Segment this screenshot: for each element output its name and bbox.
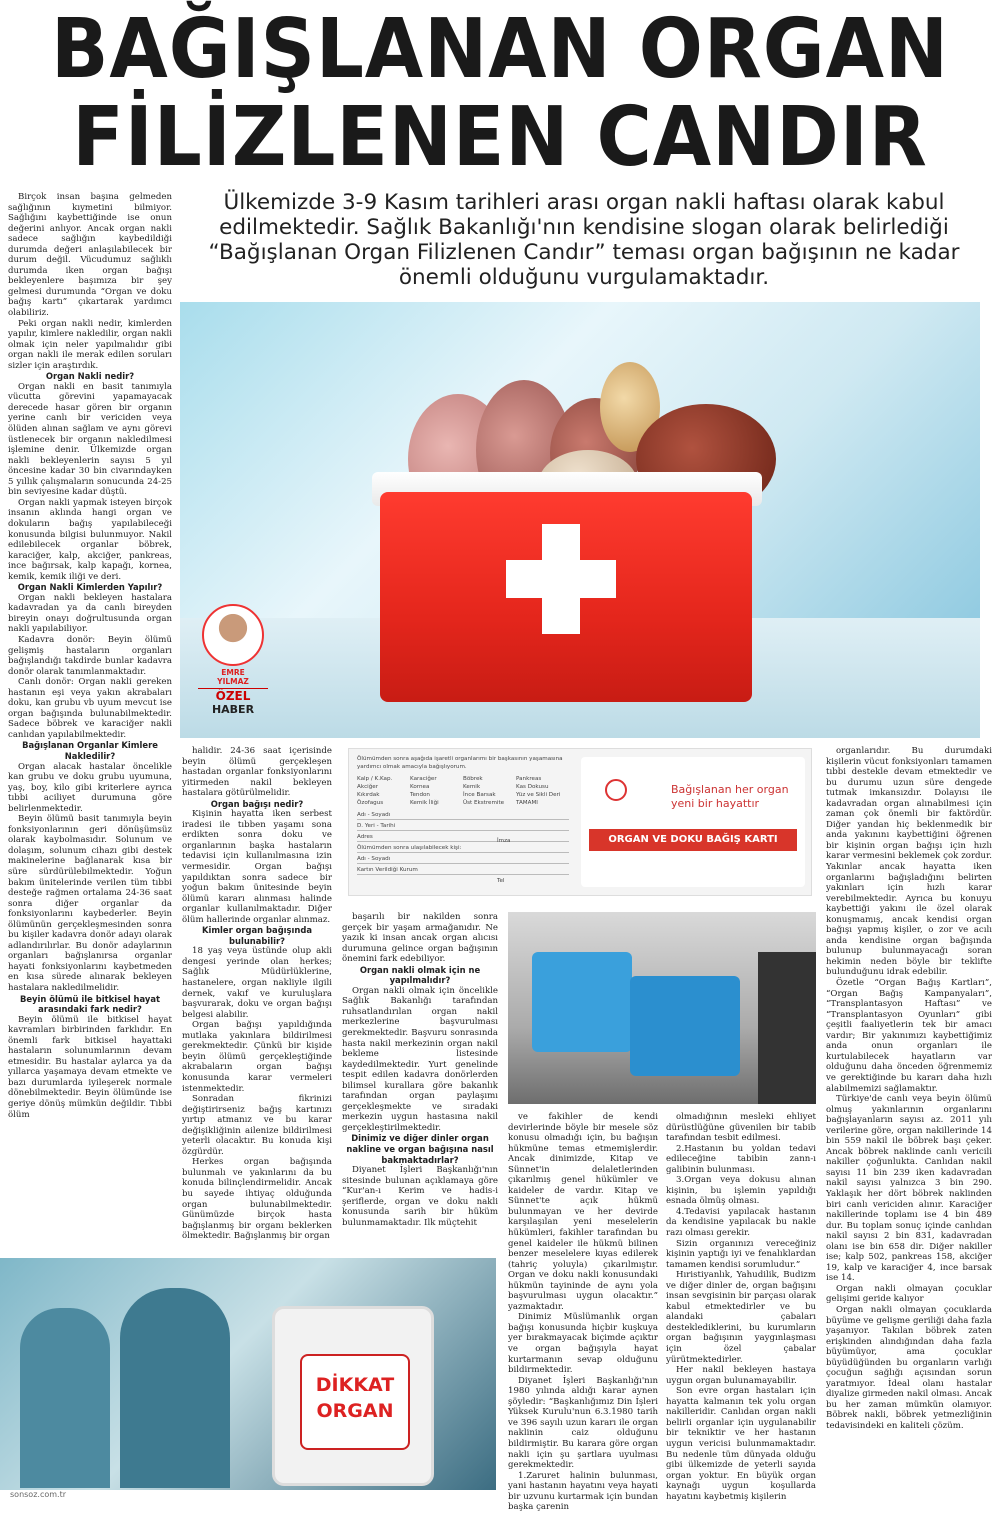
card-band: ORGAN VE DOKU BAĞIŞ KARTI	[589, 829, 797, 851]
paragraph: Organ bağışı yapıldığında mutlaka yakınlara bildirilmesi gerekmektedir. Çünkü bir kişide beyin ölümü gerçekleştiğinde akrabaların organ bağışı konusunda karar vermeleri istenmektedir.	[182, 1020, 332, 1094]
paragraph: 1.Zaruret halinin bulunması, yani hastanın hayatını veya hayati bir uzvunu kurtarmak için bundan başka çarenin	[508, 1470, 658, 1513]
subheading: Bağışlanan Organlar Kimlere Nakledilir?	[22, 740, 158, 761]
paragraph: Hıristiyanlık, Yahudilik, Budizm ve diğer dinler de, organ bağışını insan sevgisinin bir parçası olarak kabul etmektedirler ve bu alandaki çabaları desteklediklerini, bu kurumların organ bağışının yaygınlaşması için özel çabalar yürütmektedirler.	[666, 1270, 816, 1365]
paragraph: Her nakil bekleyen hastaya uygun organ bulunamayabilir.	[666, 1365, 816, 1386]
card-phone: Tel	[497, 878, 505, 884]
paragraph: Organ nakli olmak için öncelikle Sağlık Bakanlığı tarafından ruhsatlandırılan organ nakil merkezlerine başvurulması gerekmektedir. Başvuru sonrasında hasta nakil merkezinin organ nakil bekleme listesinde kaydedilmektedir. Yurt genelinde tespit edilen kadavra donörlerden bilimsel kurallara göre bakanlık tarafından organ paylaşımı gerçekleşmekte ve sıradaki merkezin uygun hastasına nakil gerçekleştirilmektedir.	[342, 985, 498, 1133]
paragraph: Beyin ölümü ile bitkisel hayat kavramları birbirinden farklıdır. En önemli fark bitkisel hayattaki hastaların solunumlarının devam etmesidir. Bu hastalar aylarca ya da yıllarca yaşamaya devam etmekte ve bazı durumlarda iyileşerek normale dönebilmektedir. Beyin ölümünde ise geriye dönüş mümkün değildir. Tıbbi ölüm	[8, 1014, 172, 1120]
paragraph: başarılı bir nakilden sonra gerçek bir yaşam armağanıdır. Ne yazık ki insan ancak organ alıcısı durumuna gelince organ bağışının önemini fark edebiliyor.	[342, 912, 498, 965]
paragraph: Diyanet İşleri Başkanlığı'nın 1980 yılında aldığı karar aynen şöyledir: “Başkanlığımız Din İşleri Yüksek Kurulu'nun 6.3.1980 tarih ve 396 sayılı uzun kararı ile organ naklinin caiz olduğunu bildirmiştir. Bu karara göre organ nakli için şu şartlara uyulması gerekmektedir.	[508, 1375, 658, 1471]
paragraph: Organ nakli en basit tanımıyla vücutta görevini yapamayacak derecede hasar gören bir organın yerine canlı bir vericiden veya ölüden alınan sağlam ve aynı görevi üstlenecek bir organın nakledilmesi işlemine denir. Ülkemizde organ nakli bekleyenlerin sayısı 5 yıl öncesine kadar 30 bin civarındayken 5 yıllık çalışmaların sonucunda 24-25 bin seviyesine kadar düştü.	[8, 381, 172, 498]
blue-cooler-left	[532, 952, 632, 1052]
card-organ-option: Kalp / K.Kap.	[357, 776, 393, 782]
author-name: EMRE YILMAZ	[217, 668, 249, 686]
article-column-5	[666, 1112, 816, 1502]
author-badge	[198, 604, 268, 716]
hero-image-organ-cooler	[180, 302, 980, 738]
card-organ-option: Yüz ve Sikli Deri	[516, 792, 561, 798]
card-organ-option: Üst Ekstremite	[463, 800, 505, 806]
card-field-label: Kartın Verildiği Kurum	[357, 866, 569, 875]
article-column-3	[342, 912, 498, 1242]
paragraph: Beyin ölümü basit tanımıyla beyin fonksiyonlarının geri dönüşümsüz olarak kaybolmasıdır. Solunum ve dolaşım, solunum cihazı gibi destek makinelerine bağlanarak kısa bir süre sürdürülebilmektedir. Yoğun bakım ünitelerinde verilen tüm tıbbi desteğe rağmen ortalama 24-36 saat sonra diğer organlar da fonksiyonlarını kaybederler. Beyin ölümünün gerçekleşmesinden sonra bu kişiler kadavra donör adayı olarak adlandırılırlar. Bu donör adaylarının organları bağışlanırsa organlar hayati fonksiyonlarını kaybetmeden en kısa sürede alınarak bekleyen hastalara nakledilmelidir.	[8, 814, 172, 994]
photo-surgeons-dikkat-organ	[0, 1258, 496, 1490]
article-column-1	[8, 192, 172, 1252]
paragraph: olmadığının mesleki ehliyet dürüstlüğüne güvenilen bir tabib tarafından tesbit edilmesi.	[666, 1112, 816, 1144]
card-organ-list	[357, 775, 569, 807]
card-organ-option: Kıkırdak	[357, 792, 380, 798]
surgeon-center	[120, 1288, 230, 1488]
headline-line1: BAĞIŞLANAN ORGAN	[51, 2, 949, 97]
author-avatar	[202, 604, 264, 666]
card-organ-option: Pankreas	[516, 776, 542, 782]
paragraph: halidir. 24-36 saat içerisinde beyin ölümü gerçekleşen hastadan organlar fonksiyonlarını yitirmeden nakil bekleyen hastalara götürülmelidir.	[182, 746, 332, 799]
paragraph: Organ nakli bekleyen hastalara kadavradan ya da canlı bireyden bireyin onayı doğrultusunda organ nakli yapılabiliyor.	[8, 592, 172, 635]
subheading: Organ bağışı nedir?	[210, 798, 304, 809]
card-field-label: Adres	[357, 833, 569, 842]
paragraph: Kişinin hayatta iken serbest iradesi ile tıbben yaşamı sona erdikten sonra doku ve organlarının başka hastaların tedavisi için kullanılmasına izin vermesidir. Organ bağışı yapıldıktan sonra sadece bir yoğun bakım ünitesinde beyin ölümü kararı alınması halinde organlar kullanılmaktadır. Diğer ölüm hallerinde organlar alınmaz.	[182, 809, 332, 925]
card-organ-option: TAMAMI	[516, 800, 538, 806]
card-organ-option: Özofagus	[357, 800, 384, 806]
subheading: Dinimiz ve diğer dinler organ nakline ve organ bağışına nasıl bakmaktadırlar?	[346, 1133, 494, 1165]
card-intro: Ölümümden sonra aşağıda işaretli organlarımı bir başkasının yaşamasına yardımcı olmak amacıyla bağışlıyorum.	[357, 756, 563, 770]
card-organ-option: Kornea	[410, 784, 430, 790]
card-field-label: Adı - Soyadı	[357, 811, 569, 820]
paragraph: 18 yaş veya üstünde olup akli dengesi yerinde olan herkes; Sağlık Müdürlüklerine, hastanelere, organ nakliyle ilgili dernek, vakıf ve kuruluşlara başvurarak, doku ve organ bağışı belgesi alabilir.	[182, 946, 332, 1020]
surgeon-left	[20, 1308, 110, 1488]
paragraph: Diyanet İşleri Başkanlığı'nın sitesinde bulunan açıklamaya göre “Kur'an-ı Kerim ve hadis-i şeriflerde, organ ve doku nakli konusunda sarih bir hüküm bulunmamaktadır. Ilk müçtehit	[342, 1165, 498, 1228]
paragraph: Son evre organ hastaları için hayatta kalmanın tek yolu organ nakilleridir. Canlıdan organ nakli belirli organlar için uygulanabilir bir tekniktir ve her hastanın uygun vericisi bulunmamaktadır. Bu nedenle tüm dünyada olduğu gibi ülkemizde de yeterli sayıda organ yoktur. En büyük organ kaynağı uygun koşullarda hayatını kaybetmiş kişilerin	[666, 1386, 816, 1502]
author-tag-haber: HABER	[211, 703, 255, 716]
card-signature: İmza	[497, 838, 511, 844]
card-field-label: D. Yeri - Tarihi	[357, 822, 569, 831]
card-organ-option: Akciğer	[357, 784, 378, 790]
author-tag-ozel: ÖZEL	[198, 688, 268, 703]
blue-cooler-center	[630, 976, 740, 1076]
card-organ-option: Kemik İliği	[410, 800, 439, 806]
organ-donation-card-image	[348, 748, 812, 896]
paragraph: organlarıdır. Bu durumdaki kişilerin vücut fonksiyonları tamamen tıbbi destekle devam etmektedir ve bu durumu uzun süre dengede tutmak imkansızdır. Dolayısı ile kadavradan organ alınabilmesi için zaman çok önemli bir faktördür. Diğer yandan hiç beklenmedik bir anda yakınını kaybettiğini öğrenen bir kişinin organ bağışı için hızlı karar vermesini beklemek çok zordur. Yakınlar ancak hayatta iken organlarını bağışladığını belirten yakınları için hızlı karar verebilmektedir. Ayrıca bu konuyu kaybettiği yakını ile özel olarak konuşmamış, ancak kendisi organ bağışı yapmış kişiler, o zor ve acılı anda kendisine organ bağışında bulunup bulunmayacağı soran hekimin neden böyle bir teklifte bulunduğunu idrak edebilir.	[826, 746, 992, 978]
paragraph: 4.Tedavisi yapılacak hastanın da kendisine yapılacak bu nakle razı olması gerekir.	[666, 1206, 816, 1239]
paragraph: Organ nakli yapmak isteyen birçok insanın aklında hangi organ ve dokuların bağış yapılabileceği konusunda bilgisi bulunmuyor. Nakil edilebilecek organlar böbrek, karaciğer, kalp, akciğer, pankreas, ince bağırsak, kalp kapağı, kornea, kemik, kemik iliği ve deri.	[8, 497, 172, 582]
subheading: Organ nakli olmak için ne yapılmalıdır?	[359, 964, 481, 986]
ministry-logo-icon	[605, 779, 627, 801]
article-column-6	[826, 746, 992, 1494]
paragraph: Canlı donör: Organ nakli gereken hastanın eşi veya yakın akrabaları doku, kan grubu vb uyum mevcut ise organ bağışında bulunabilmektedir. Sadece böbrek ve karaciğer nakli canlıdan yapılabilmektedir.	[8, 677, 172, 740]
paragraph: ve fakihler de kendi devirlerinde böyle bir mesele söz konusu olmadığı için, bu bağışın hükmüne temas etmemişlerdir. Ancak dinimizde, Kitap ve Sünnet'in delaletlerinden çıkarılmış genel hükümler ve kaideler de vardır. Kitap ve Sünnet'te açık hükmü bulunmayan ve her devirde karşılaşılan yeni meselelerin hükümleri, fakihler tarafından bu genel kaideler ile hükmü bilinen benzer meselelere kıyas edilerek (tahriç yoluyla) çıkarılmıştır. Organ ve doku nakli konusundaki hükmün tayininde de aynı yola başvurulması uygun olacaktır.” yazmaktadır.	[508, 1112, 658, 1312]
subheading: Organ Nakli Kimlerden Yapılır?	[17, 582, 163, 593]
card-field-label: Ölümümden sonra ulaşılabilecek kişi:	[357, 844, 569, 853]
paragraph: Kadavra donör: Beyin ölümü gelişmiş hastaların organları bağışlandığı takdirde bunlar kadavra donör olarak tanımlanmaktadır.	[8, 634, 172, 677]
paragraph: Organ nakli olmayan çocuklarda büyüme ve gelişme geriliği daha fazla yaşanıyor. Takılan böbrek zaten erişkinden alındığından daha fazla büyümüyor, ama çocuklar büyüdüğünden bu organların varlığı çocuğun sağlığı açısından sorun yaratmıyor. İdeal olanı hastalar diyalize girmeden nakil olması. Ancak bu her zaman mümkün olamıyor. Böbrek nakli, böbrek yetmezliğinin tedavisindeki en kaliteli çözüm.	[826, 1304, 992, 1431]
headline	[40, 2, 960, 185]
card-organ-option: Karaciğer	[410, 776, 437, 782]
paragraph: 2.Hastanın bu yoldan tedavi edileceğine tabibin zann-ı galibinin bulunması.	[666, 1143, 816, 1175]
subheading: Beyin ölümü ile bitkisel hayat arasındaki fark nedir?	[19, 993, 161, 1015]
card-front	[581, 757, 805, 887]
person-legs	[758, 952, 816, 1104]
card-organ-option: Kemik	[463, 784, 481, 790]
paragraph: Dinimiz Müslümanlık organ bağışı konusunda hiçbir kuşkuya yer bırakmayacak biçimde açıktır ve organ bağışıyla hayat kurtarmanın sevap olduğunu bildirmektedir.	[508, 1312, 658, 1376]
card-slogan: Bağışlanan her organ yeni bir hayattır	[671, 783, 789, 810]
card-organ-option: Tendon	[410, 792, 430, 798]
article-column-2	[182, 746, 332, 1254]
paragraph: Sizin organınızı vereceğiniz kişinin yaptığı iyi ve fenalıklardan tamamen kendisi sorumludur.”	[666, 1238, 816, 1270]
footer-url: sonsoz.com.tr	[10, 1490, 66, 1499]
card-field-label: Adı - Soyadı	[357, 855, 569, 864]
paragraph: Özetle “Organ Bağış Kartları”, “Organ Bağış Kampanyaları”, “Transplantasyon Haftası” ve “Transplantasyon Oyunları” gibi çeşitli faaliyetlerin tek bir amacı vardır; Bir yakınımızı kaybettiğimiz anda onun organları ile kurtulabilecek hayatların var olduğunu daha önceden öğrenmemiz ve gerektiğinde bu kararı daha hızlı alabilmemizi sağlamaktır.	[826, 978, 992, 1094]
card-organ-option: Kas Dokusu	[516, 784, 549, 790]
lead-paragraph: Ülkemizde 3-9 Kasım tarihleri arası organ nakli haftası olarak kabul edilmektedir. Sağlık Bakanlığı'nın kendisine slogan olarak belirlediği “Bağışlanan Organ Filizlenen Candır” teması organ bağışının ne kadar önemli olduğunu vurgulamaktadır.	[208, 190, 960, 290]
paragraph: Herkes organ bağışında bulunmalı ve yakınlarını da bu konuda bilinçlendirmelidir. Ancak bu sayede ihtiyaç olduğunda organ bulunabilmektedir. Günümüzde birçok hasta bağışlanmış bir organı beklerken ölmektedir. Bağışlanmış bir organ	[182, 1157, 332, 1242]
paragraph: 3.Organ veya dokusu alınan kişinin, bu işlemin yapıldığı esnada ölmüş olması.	[666, 1175, 816, 1207]
card-organ-option: İnce Barsak	[463, 792, 496, 798]
card-fields	[357, 811, 569, 875]
article-column-4	[508, 1112, 658, 1513]
subheading: Organ Nakli nedir?	[45, 371, 135, 382]
paragraph: Birçok insan başına gelmeden sağlığının kıymetini bilmiyor. Sağlığını kaybettiğinde ise onun değerini anlıyor. Ancak organ nakli sadece sağlığın kaybedildiği durumda değeri anlaşılabilecek bir durum değil. Vücudumuz sağlıklı durumda iken organ bağışı bekleyenlere başımıza bir şey gelmesi durumunda “Organ ve doku bağış kartı” çıkartarak yardımcı olabiliriz.	[8, 192, 172, 319]
paragraph: Sonradan fikrinizi değiştirirseniz bağış kartınızı yırtıp atmanız ve bu karar değişikliğinin ailenize bildirilmesi yeterli olacaktır. Bu konuda kişi özgürdür.	[182, 1094, 332, 1157]
cross-icon-horizontal	[506, 560, 616, 598]
dikkat-organ-label: DİKKAT ORGAN	[300, 1354, 410, 1450]
card-organ-option: Böbrek	[463, 776, 483, 782]
paragraph: Organ nakli olmayan çocuklar gelişimi geride kalıyor	[826, 1283, 992, 1305]
photo-blue-cooler-boxes	[508, 912, 816, 1104]
headline-line2: FİLİZLENEN CANDIR	[72, 90, 928, 185]
paragraph: Organ alacak hastalar öncelikle kan grubu ve doku grubu uyumuna, yaş, boy, kilo gibi kriterlere ayrıca tıbbi aciliyet durumuna göre belirlenmektedir.	[8, 761, 172, 814]
paragraph: Peki organ nakli nedir, kimlerden yapılır, kimlere nakledilir, organ nakli olmak için neler yapılmalıdır gibi organ nakli ile merak edilen soruları sizler için araştırdık.	[8, 318, 172, 371]
subheading: Kimler organ bağışında bulunabilir?	[201, 925, 313, 946]
card-form	[357, 755, 569, 884]
paragraph: Türkiye'de canlı veya beyin ölümü olmuş yakınlarının organlarını bağışlayanların sayısı az. 2011 yılı verilerine göre, organ nakillerinde 14 bin 559 nakil ile böbrek başı çeker. Ancak böbrek naklinde canlı vericili nakiller çoğunlukta. Canlıdan nakil sayısı 11 bin 239 iken kadavradan nakil sayısı yalnızca 3 bin 290. Yaklaşık her dört böbrek naklinden biri canlı vericiden alınır. Karaciğer nakillerinde toplamı ise 4 bin 489 dur. Bu toplam sonuç içinde canlıdan nakil sayısı 2 bin 831, kadavradan olanı ise bin 658 dir. Diğer nakiller ise; kalp 502, pankreas 158, akciğer 19, kalp ve karaciğer 4, ince barsak ise 14.	[826, 1094, 992, 1284]
